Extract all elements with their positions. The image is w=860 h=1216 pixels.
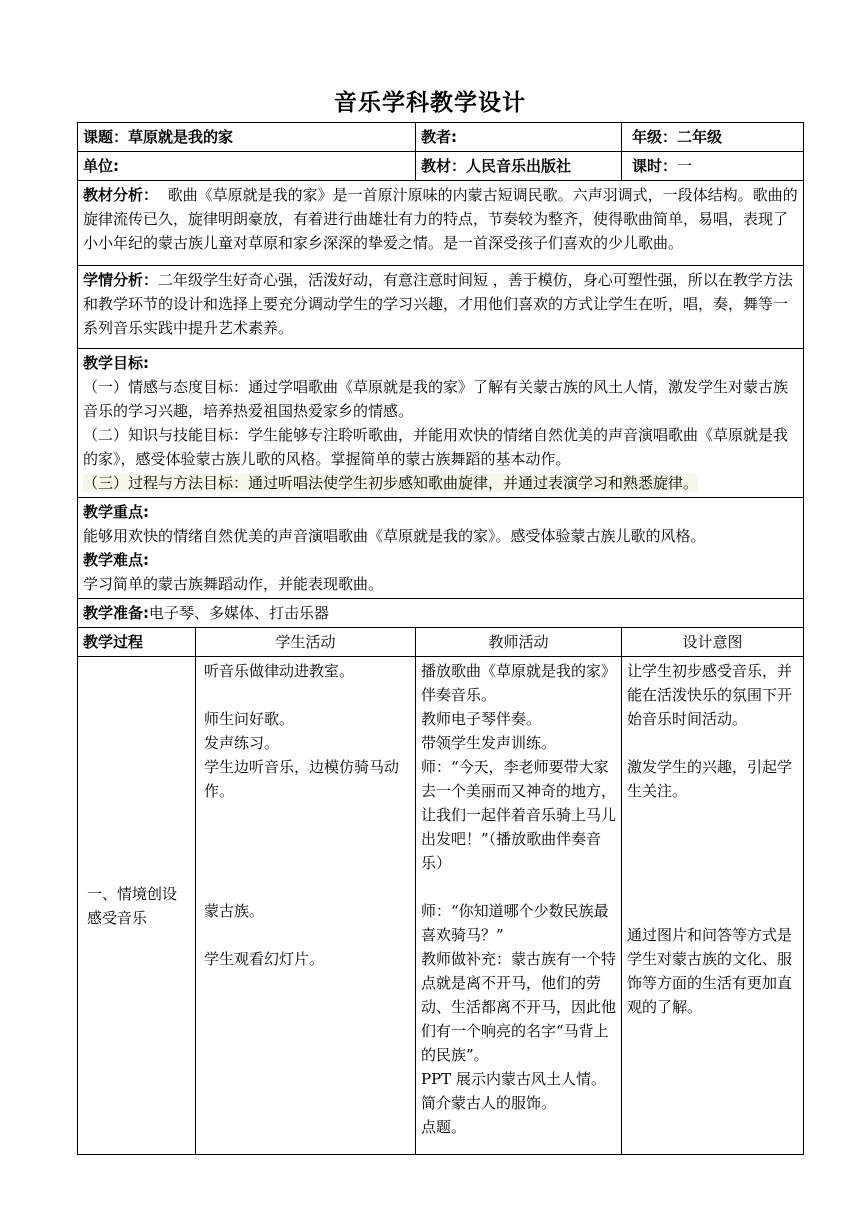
students-cell xyxy=(78,266,804,349)
header-row-2 xyxy=(78,152,804,181)
lesson-plan-table xyxy=(77,122,804,1155)
teacher-activity-line: PPT 展示内蒙古风土人情。 xyxy=(421,1070,606,1088)
unit-cell xyxy=(78,152,416,181)
objective-item-text: （三）过程与方法目标：通过听唱法使学生初步感知歌曲旋律，并通过表演学习和熟悉旋律。 xyxy=(83,474,699,492)
process-header-student: 学生活动 xyxy=(196,628,416,657)
students-label: 学情分析： xyxy=(83,271,159,289)
process-step-cell xyxy=(78,657,196,1155)
student-activity-line: 学生观看幻灯片。 xyxy=(204,950,325,968)
analysis-row xyxy=(78,181,804,266)
intent-line: 让学生初步感受音乐，并能在活泼快乐的氛围下开始音乐时间活动。 xyxy=(627,662,793,728)
textbook-value: 人民音乐出版社 xyxy=(466,157,572,175)
spacer xyxy=(204,803,410,899)
analysis-cell xyxy=(78,181,804,266)
teacher-activity-line: 简介蒙古人的服饰。 xyxy=(421,1094,557,1112)
teacher-activity-line: 播放歌曲《草原就是我的家》伴奏音乐。 xyxy=(421,662,617,704)
teacher-activity-b xyxy=(421,899,616,1139)
teacher-activity-line: 师：“你知道哪个少数民族最喜欢骑马？” xyxy=(421,902,609,944)
analysis-label: 教材分析： xyxy=(83,186,159,204)
teacher-activity-line: 教师做补充：蒙古族有一个特点就是离不开马，他们的劳动、生活都离不开马，因此他们有一个响亮的名字“马背上的民族”。 xyxy=(421,950,617,1064)
spacer xyxy=(204,923,410,947)
process-step: 一、情境创设感受音乐 xyxy=(87,884,178,927)
process-header-row xyxy=(78,628,804,657)
topic-cell xyxy=(78,123,416,152)
grade-value: 二年级 xyxy=(677,128,723,146)
student-activity-line: 蒙古族。 xyxy=(204,902,265,920)
process-row xyxy=(78,657,804,1155)
objective-item: （二）知识与技能目标：学生能够专注聆听歌曲，并能用欢快的情绪自然优美的声音演唱歌曲《草原就是我的家》，感受体验蒙古族儿歌的风格。掌握简单的蒙古族舞蹈的基本动作。 xyxy=(83,426,789,468)
objective-item xyxy=(83,471,798,495)
objectives-cell xyxy=(78,349,804,498)
spacer xyxy=(204,683,410,707)
textbook-label: 教材： xyxy=(421,157,467,175)
unit-label: 单位: xyxy=(83,157,119,175)
student-activity-cell xyxy=(196,657,416,1155)
teacher-cell xyxy=(416,123,622,152)
objectives-row xyxy=(78,349,804,498)
students-text: 二年级学生好奇心强，活泼好动，有意注意时间短 ，善于模仿，身心可塑性强，所以在教学方法和教学环节的设计和选择上要充分调动学生的学习兴趣，才用他们喜欢的方式让学生在听，唱，奏，舞等一系列音乐实践中提升艺术素养。 xyxy=(83,271,793,337)
teacher-activity-line: 点题。 xyxy=(421,1118,467,1136)
student-activity-b xyxy=(204,899,410,971)
teacher-activity-line: 教师电子琴伴奏。 xyxy=(421,710,542,728)
teacher-activity-a xyxy=(421,659,616,875)
header-row-1 xyxy=(78,123,804,152)
objectives-label: 教学目标: xyxy=(83,354,149,372)
teacher-activity-line: 带领学生发声训练。 xyxy=(421,734,557,752)
process-header-step: 教学过程 xyxy=(78,628,196,657)
objective-item: （一）情感与态度目标：通过学唱歌曲《草原就是我的家》了解有关蒙古族的风土人情，激发学生对蒙古族音乐的学习兴趣，培养热爱祖国热爱家乡的情感。 xyxy=(83,378,789,420)
preparation-row xyxy=(78,599,804,628)
grade-cell xyxy=(622,123,804,152)
teacher-label: 教者: xyxy=(421,128,457,146)
key-points-row xyxy=(78,498,804,599)
process-header-intent: 设计意图 xyxy=(622,628,804,657)
spacer xyxy=(421,875,616,899)
spacer xyxy=(627,731,798,755)
period-label: 课时： xyxy=(632,157,678,175)
difficulty-text: 学习简单的蒙古族舞蹈动作，并能表现歌曲。 xyxy=(83,575,384,593)
student-activity-line: 发声练习。 xyxy=(204,734,280,752)
students-row xyxy=(78,266,804,349)
key-points-cell xyxy=(78,498,804,599)
difficulty-label: 教学难点: xyxy=(83,551,149,569)
grade-label: 年级： xyxy=(632,128,678,146)
intent-cell xyxy=(622,657,804,1155)
page-title: 音乐学科教学设计 xyxy=(334,90,526,116)
textbook-cell xyxy=(416,152,622,181)
key-points-text: 能够用欢快的情绪自然优美的声音演唱歌曲《草原就是我的家》。感受体验蒙古族儿歌的风格。 xyxy=(83,527,706,545)
period-cell xyxy=(622,152,804,181)
topic-value: 草原就是我的家 xyxy=(128,128,234,146)
analysis-text: 歌曲《草原就是我的家》是一首原汁原味的内蒙古短调民歌。六声羽调式，一段体结构。歌曲的旋律流传已久，旋律明朗豪放，有着进行曲雄壮有力的特点，节奏较为整齐，使得歌曲简单，易唱，表现了小小年纪的蒙古族儿童对草原和家乡深深的挚爱之情。是一首深受孩子们喜欢的少儿歌曲。 xyxy=(83,186,798,252)
student-activity-a xyxy=(204,659,410,803)
intent-line: 激发学生的兴趣，引起学生关注。 xyxy=(627,758,793,800)
student-activity-line: 师生问好歌。 xyxy=(204,710,295,728)
process-header-teacher: 教师活动 xyxy=(416,628,622,657)
preparation-text: 电子琴、多媒体、打击乐器 xyxy=(149,604,330,622)
intent-a xyxy=(627,659,798,803)
intent-b xyxy=(627,923,798,1019)
key-points-label: 教学重点: xyxy=(83,503,149,521)
period-value: 一 xyxy=(677,157,693,175)
intent-line: 通过图片和问答等方式是学生对蒙古族的文化、服饰等方面的生活有更加直观的了解。 xyxy=(627,926,793,1016)
topic-label: 课题： xyxy=(83,128,129,146)
spacer xyxy=(627,803,798,923)
student-activity-line: 听音乐做律动进教室。 xyxy=(204,662,355,680)
teacher-activity-cell xyxy=(416,657,622,1155)
preparation-label: 教学准备: xyxy=(83,604,149,622)
preparation-cell xyxy=(78,599,804,628)
teacher-activity-line: 师：“今天，李老师要带大家去一个美丽而又神奇的地方，让我们一起伴着音乐骑上马儿出发吧！”（播放歌曲伴奏音乐） xyxy=(421,758,617,872)
student-activity-line: 学生边听音乐，边模仿骑马动作。 xyxy=(204,758,400,800)
